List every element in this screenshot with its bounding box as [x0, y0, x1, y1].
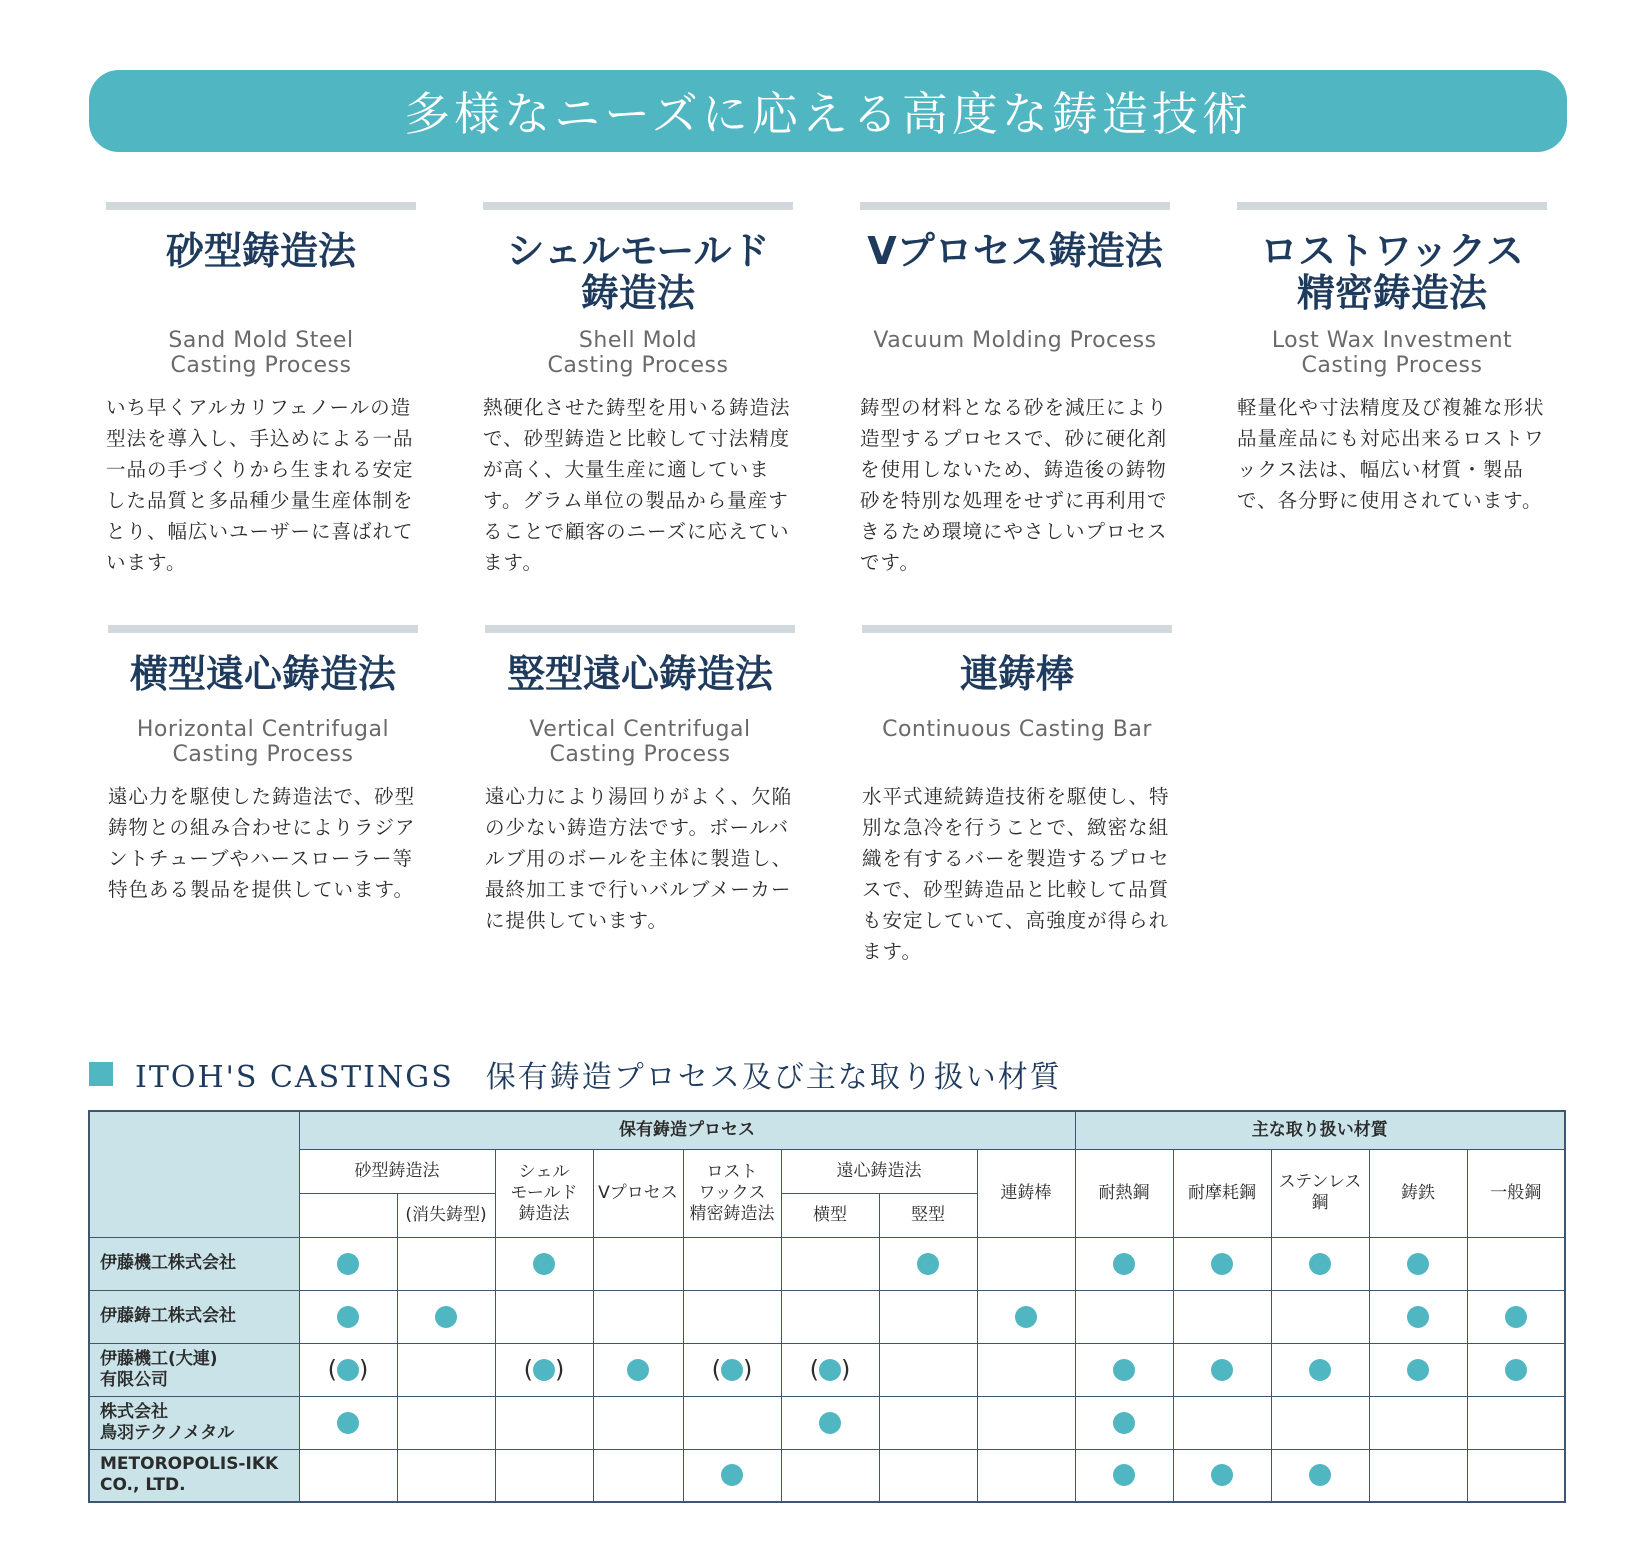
table-cell	[1467, 1343, 1565, 1396]
table-cell	[683, 1343, 781, 1396]
header-material-group: 主な取り扱い材質	[1075, 1111, 1565, 1149]
capability-dot-icon	[435, 1306, 457, 1328]
table-cell	[1369, 1237, 1467, 1290]
partial-capability-dot-icon	[721, 1359, 743, 1381]
capability-dot-icon	[1505, 1359, 1527, 1381]
table-cell	[1467, 1237, 1565, 1290]
table-cell	[1173, 1449, 1271, 1502]
table-cell	[397, 1449, 495, 1502]
header-sand: 砂型鋳造法	[299, 1149, 495, 1193]
card-divider	[485, 625, 795, 633]
header-horizontal: 横型	[781, 1193, 879, 1237]
capability-dot-icon	[917, 1253, 939, 1275]
paren-right: )	[841, 1355, 851, 1383]
table-cell	[1271, 1237, 1369, 1290]
card-divider	[862, 625, 1172, 633]
table-cell	[781, 1396, 879, 1449]
table-cell	[299, 1396, 397, 1449]
header-material: 耐摩耗鋼	[1173, 1149, 1271, 1237]
header-lost-wax: ロスト ワックス 精密鋳造法	[683, 1149, 781, 1237]
table-cell	[495, 1449, 593, 1502]
card-description: 鋳型の材料となる砂を減圧により造型するプロセスで、砂に硬化剤を使用しないため、鋳造後の鋳物砂を特別な処理をせずに再利用できるため環境にやさしいプロセスです。	[860, 396, 1168, 574]
card-subtitle: Lost Wax Investment Casting Process	[1271, 328, 1513, 378]
table-row	[89, 1237, 1565, 1290]
table-cell	[397, 1237, 495, 1290]
table-cell	[1369, 1449, 1467, 1502]
table-cell	[977, 1290, 1075, 1343]
card-divider	[1237, 202, 1547, 210]
process-card-sand	[106, 202, 416, 578]
process-card-shell	[483, 202, 793, 578]
table-cell	[683, 1449, 781, 1502]
card-description: 熱硬化させた鋳型を用いる鋳造法で、砂型鋳造と比較して寸法精度が高く、大量生産に適しています。グラム単位の製品から量産することで顧客のニーズに応えています。	[483, 396, 791, 574]
table-cell	[1075, 1396, 1173, 1449]
table-cell	[977, 1449, 1075, 1502]
card-subtitle: Vertical Centrifugal Casting Process	[529, 717, 751, 767]
header-shell: シェル モールド 鋳造法	[495, 1149, 593, 1237]
capability-dot-icon	[533, 1253, 555, 1275]
card-title: 横型遠心鋳造法	[129, 652, 396, 696]
paren-right: )	[743, 1355, 753, 1383]
header-continuous-bar: 連鋳棒	[977, 1149, 1075, 1237]
table-cell	[977, 1343, 1075, 1396]
table-cell	[397, 1343, 495, 1396]
table-cell	[1369, 1396, 1467, 1449]
capability-dot-icon	[1211, 1359, 1233, 1381]
table-cell	[1467, 1290, 1565, 1343]
table-cell	[1369, 1343, 1467, 1396]
capability-dot-icon	[1505, 1306, 1527, 1328]
section-heading	[89, 1052, 1062, 1096]
card-description: 軽量化や寸法精度及び複雑な形状品量産品にも対応出来るロストワックス法は、幅広い材質・製品で、各分野に使用されています。	[1237, 396, 1545, 512]
table-cell	[879, 1237, 977, 1290]
table-cell	[1173, 1396, 1271, 1449]
table-cell	[781, 1343, 879, 1396]
table-cell	[593, 1449, 683, 1502]
card-description: 遠心力により湯回りがよく、欠陥の少ない鋳造方法です。ボールバルブ用のボールを主体に製造し、最終加工まで行いバルブメーカーに提供しています。	[485, 785, 793, 932]
table-cell	[495, 1290, 593, 1343]
table-cell	[683, 1237, 781, 1290]
header-vertical: 竪型	[879, 1193, 977, 1237]
table-cell	[879, 1343, 977, 1396]
table-cell	[495, 1343, 593, 1396]
capability-dot-icon	[1407, 1359, 1429, 1381]
card-title: 竪型遠心鋳造法	[506, 652, 773, 696]
capability-table	[88, 1110, 1566, 1503]
header-sand-lost-foam: (消失鋳型)	[397, 1193, 495, 1237]
card-title: シェルモールド 鋳造法	[506, 229, 770, 315]
table-cell	[683, 1290, 781, 1343]
company-name: 伊藤機工株式会社	[89, 1237, 299, 1290]
capability-dot-icon	[1309, 1464, 1331, 1486]
table-row	[89, 1343, 1565, 1396]
table-cell	[299, 1343, 397, 1396]
card-title: 連鋳棒	[959, 652, 1074, 696]
table-body	[89, 1237, 1565, 1502]
table-row	[89, 1396, 1565, 1449]
card-description: 遠心力を駆使した鋳造法で、砂型鋳物との組み合わせによりラジアントチューブやハースローラー等特色ある製品を提供しています。	[108, 785, 416, 901]
card-subtitle: Vacuum Molding Process	[873, 328, 1157, 353]
partial-capability-dot-icon	[337, 1359, 359, 1381]
section-title: ITOH'S CASTINGS 保有鋳造プロセス及び主な取り扱い材質	[135, 1060, 1062, 1095]
card-subtitle: Sand Mold Steel Casting Process	[168, 328, 354, 378]
process-card-continuous	[862, 625, 1172, 967]
table-cell	[1271, 1396, 1369, 1449]
header-v-process: Vプロセス	[593, 1149, 683, 1237]
table-row	[89, 1290, 1565, 1343]
header-material: 耐熱鋼	[1075, 1149, 1173, 1237]
paren-left: (	[711, 1355, 721, 1383]
capability-dot-icon	[1113, 1464, 1135, 1486]
company-name: 伊藤機工(大連) 有限公司	[89, 1343, 299, 1396]
card-subtitle: Shell Mold Casting Process	[547, 328, 729, 378]
table-cell	[299, 1290, 397, 1343]
card-divider	[483, 202, 793, 210]
table-cell	[1271, 1343, 1369, 1396]
square-bullet-icon	[89, 1062, 113, 1086]
table-cell	[1173, 1237, 1271, 1290]
capability-dot-icon	[627, 1359, 649, 1381]
capability-dot-icon	[337, 1253, 359, 1275]
capability-dot-icon	[1211, 1253, 1233, 1275]
capability-dot-icon	[337, 1306, 359, 1328]
capability-dot-icon	[1407, 1306, 1429, 1328]
card-description: 水平式連続鋳造技術を駆使し、特別な急冷を行うことで、緻密な組織を有するバーを製造するプロセスで、砂型鋳造品と比較して品質も安定していて、高強度が得られます。	[862, 785, 1170, 963]
capability-dot-icon	[1113, 1253, 1135, 1275]
header-material: 一般鋼	[1467, 1149, 1565, 1237]
table-cell	[781, 1290, 879, 1343]
capability-dot-icon	[1113, 1359, 1135, 1381]
capability-dot-icon	[1309, 1253, 1331, 1275]
header-process-group: 保有鋳造プロセス	[299, 1111, 1075, 1149]
table-cell	[683, 1396, 781, 1449]
card-title: 砂型鋳造法	[165, 229, 356, 273]
table-cell	[495, 1396, 593, 1449]
page-banner	[89, 70, 1567, 152]
table-cell	[1075, 1290, 1173, 1343]
header-centrifugal: 遠心鋳造法	[781, 1149, 977, 1193]
table-cell	[1271, 1449, 1369, 1502]
table-cell	[879, 1290, 977, 1343]
paren-right: )	[359, 1355, 369, 1383]
table-corner-cell	[89, 1111, 299, 1237]
table-cell	[1173, 1343, 1271, 1396]
table-cell	[1075, 1449, 1173, 1502]
header-material: 鋳鉄	[1369, 1149, 1467, 1237]
partial-capability-dot-icon	[533, 1359, 555, 1381]
card-subtitle: Horizontal Centrifugal Casting Process	[136, 717, 390, 767]
table-cell	[977, 1237, 1075, 1290]
table-cell	[593, 1290, 683, 1343]
table-cell	[397, 1396, 495, 1449]
table-cell	[1467, 1449, 1565, 1502]
table-cell	[879, 1449, 977, 1502]
capability-dot-icon	[337, 1412, 359, 1434]
capability-dot-icon	[1309, 1359, 1331, 1381]
process-card-v	[860, 202, 1170, 578]
paren-right: )	[555, 1355, 565, 1383]
table-cell	[593, 1343, 683, 1396]
table-cell	[977, 1396, 1075, 1449]
table-cell	[1467, 1396, 1565, 1449]
partial-capability-dot-icon	[819, 1359, 841, 1381]
card-title: Vプロセス鋳造法	[867, 229, 1163, 273]
card-description: いち早くアルカリフェノールの造型法を導入し、手込めによる一品一品の手づくりから生まれる安定した品質と多品種少量生産体制をとり、幅広いユーザーに喜ばれています。	[106, 396, 414, 574]
company-name: METOROPOLIS-IKK CO., LTD.	[89, 1449, 299, 1502]
card-title: ロストワックス 精密鋳造法	[1260, 229, 1524, 315]
header-sand-blank	[299, 1193, 397, 1237]
table-cell	[397, 1290, 495, 1343]
process-card-lostwax	[1237, 202, 1547, 516]
company-name: 伊藤鋳工株式会社	[89, 1290, 299, 1343]
table-cell	[299, 1237, 397, 1290]
card-divider	[108, 625, 418, 633]
table-cell	[593, 1237, 683, 1290]
table-row	[89, 1449, 1565, 1502]
capability-dot-icon	[819, 1412, 841, 1434]
capability-dot-icon	[721, 1464, 743, 1486]
table-cell	[1075, 1237, 1173, 1290]
banner-title: 多様なニーズに応える高度な鋳造技術	[404, 87, 1252, 141]
paren-left: (	[327, 1355, 337, 1383]
capability-dot-icon	[1407, 1253, 1429, 1275]
table-cell	[1173, 1290, 1271, 1343]
paren-left: (	[523, 1355, 533, 1383]
capability-dot-icon	[1015, 1306, 1037, 1328]
process-card-horizontal	[108, 625, 418, 905]
table-cell	[1369, 1290, 1467, 1343]
table-cell	[299, 1449, 397, 1502]
header-material: ステンレス鋼	[1271, 1149, 1369, 1237]
table-cell	[495, 1237, 593, 1290]
table-cell	[1271, 1290, 1369, 1343]
table-cell	[879, 1396, 977, 1449]
card-divider	[860, 202, 1170, 210]
table-cell	[781, 1449, 879, 1502]
card-divider	[106, 202, 416, 210]
company-name: 株式会社 鳥羽テクノメタル	[89, 1396, 299, 1449]
card-subtitle: Continuous Casting Bar	[882, 717, 1152, 742]
capability-dot-icon	[1113, 1412, 1135, 1434]
table-cell	[781, 1237, 879, 1290]
paren-left: (	[809, 1355, 819, 1383]
capability-dot-icon	[1211, 1464, 1233, 1486]
table-cell	[1075, 1343, 1173, 1396]
table-cell	[593, 1396, 683, 1449]
process-card-vertical	[485, 625, 795, 936]
